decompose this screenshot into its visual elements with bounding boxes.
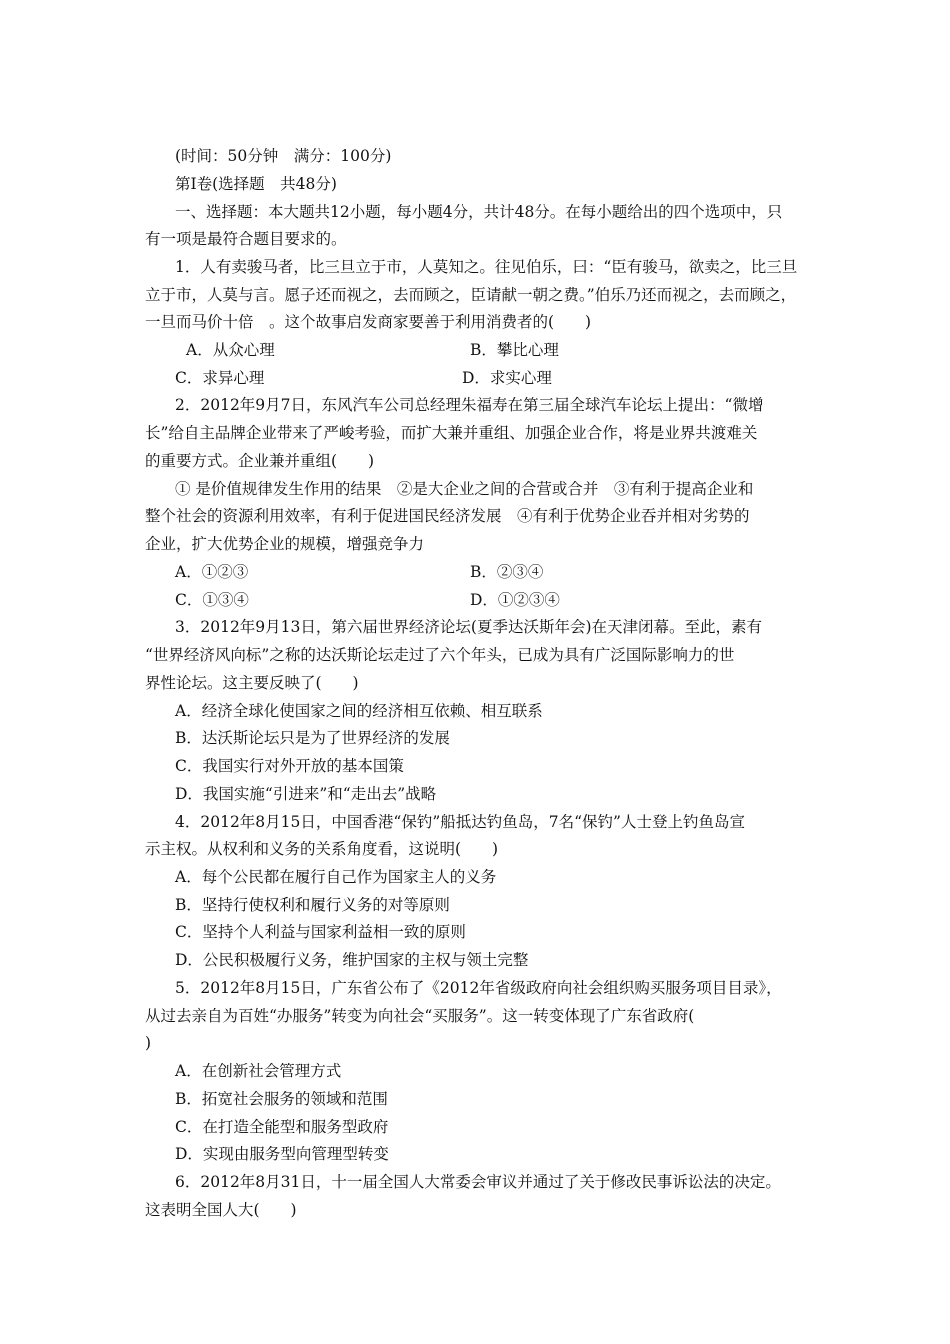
question-stem-line: 一旦而马价十倍 。这个故事启发商家要善于利用消费者的( ) [145,313,592,331]
question-stem-line: 1．人有卖骏马者，比三旦立于市，人莫知之。往见伯乐，曰：“臣有骏马，欲卖之，比三旦 [175,258,798,276]
option-a: A．在创新社会管理方式 [175,1062,342,1080]
option-d: D．求实心理 [462,369,552,387]
option-c: C．①③④ [175,591,249,609]
question-stem-line: 这表明全国人大( ) [145,1201,297,1219]
question-stem-line: 2．2012年9月7日，东风汽车公司总经理朱福寿在第三届全球汽车论坛上提出：“微增 [175,396,764,414]
question-stem-line: 立于市，人莫与言。愿子还而视之，去而顾之，臣请献一朝之费。”伯乐乃还而视之，去而顾之， [145,286,797,304]
option-c: C．在打造全能型和服务型政府 [175,1118,389,1136]
option-d: D．①②③④ [470,591,560,609]
question-stem-line: 4．2012年8月15日，中国香港“保钓”船抵达钓鱼岛，7名“保钓”人士登上钓鱼岛宣 [175,813,745,831]
instructions-line-2: 有一项是最符合题目要求的。 [145,230,347,248]
question-stem-line: 从过去亲自为百姓“办服务”转变为向社会“买服务”。这一转变体现了广东省政府( [145,1007,695,1025]
option-a: A．①②③ [175,563,249,581]
question-stem-line: 界性论坛。这主要反映了( ) [145,674,359,692]
option-d: D．公民积极履行义务，维护国家的主权与领土完整 [175,951,529,969]
option-c: C．我国实行对外开放的基本国策 [175,757,404,775]
option-c: C．坚持个人利益与国家利益相一致的原则 [175,923,466,941]
option-a: A．从众心理 [186,341,275,359]
option-a: A．每个公民都在履行自己作为国家主人的义务 [175,868,497,886]
question-stem-line: 5．2012年8月15日，广东省公布了《2012年省级政府向社会组织购买服务项目目录》， [175,979,782,997]
option-d: D．实现由服务型向管理型转变 [175,1145,389,1163]
question-stem-line: 3．2012年9月13日，第六届世界经济论坛(夏季达沃斯年会)在天津闭幕。至此，素有 [175,618,762,636]
question-stem-line: “世界经济风向标”之称的达沃斯论坛走过了六个年头，已成为具有广泛国际影响力的世 [145,646,735,664]
question-stem-line: 的重要方式。企业兼并重组( ) [145,452,375,470]
option-c: C．求异心理 [175,369,265,387]
option-b: B．拓宽社会服务的领域和范围 [175,1090,388,1108]
question-stem-line: 企业，扩大优势企业的规模，增强竞争力 [145,535,425,553]
question-stem-line: ① 是价值规律发生作用的结果 ②是大企业之间的合营或合并 ③有利于提高企业和 [175,480,754,498]
option-b: B．达沃斯论坛只是为了世界经济的发展 [175,729,450,747]
question-stem-line: 长”给自主品牌企业带来了严峻考验，而扩大兼并重组、加强企业合作，将是业界共渡难关 [145,424,758,442]
option-d: D．我国实施“引进来”和“走出去”战略 [175,785,437,803]
time-score-line: (时间：50分钟 满分：100分) [175,147,392,165]
question-stem-line: 6．2012年8月31日，十一届全国人大常委会审议并通过了关于修改民事诉讼法的决定。 [175,1173,781,1191]
option-b: B．攀比心理 [470,341,559,359]
instructions-line-1: 一、选择题：本大题共12小题，每小题4分，共计48分。在每小题给出的四个选项中，只 [175,203,783,221]
section-title: 第Ⅰ卷(选择题 共48分) [175,175,337,193]
question-stem-line: 示主权。从权利和义务的关系角度看，这说明( ) [145,840,499,858]
option-b: B．坚持行使权利和履行义务的对等原则 [175,896,450,914]
question-stem-line: 整个社会的资源利用效率，有利于促进国民经济发展 ④有利于优势企业吞并相对劣势的 [145,507,750,525]
question-stem-line: ) [145,1034,152,1052]
option-b: B．②③④ [470,563,544,581]
option-a: A．经济全球化使国家之间的经济相互依赖、相互联系 [175,702,543,720]
